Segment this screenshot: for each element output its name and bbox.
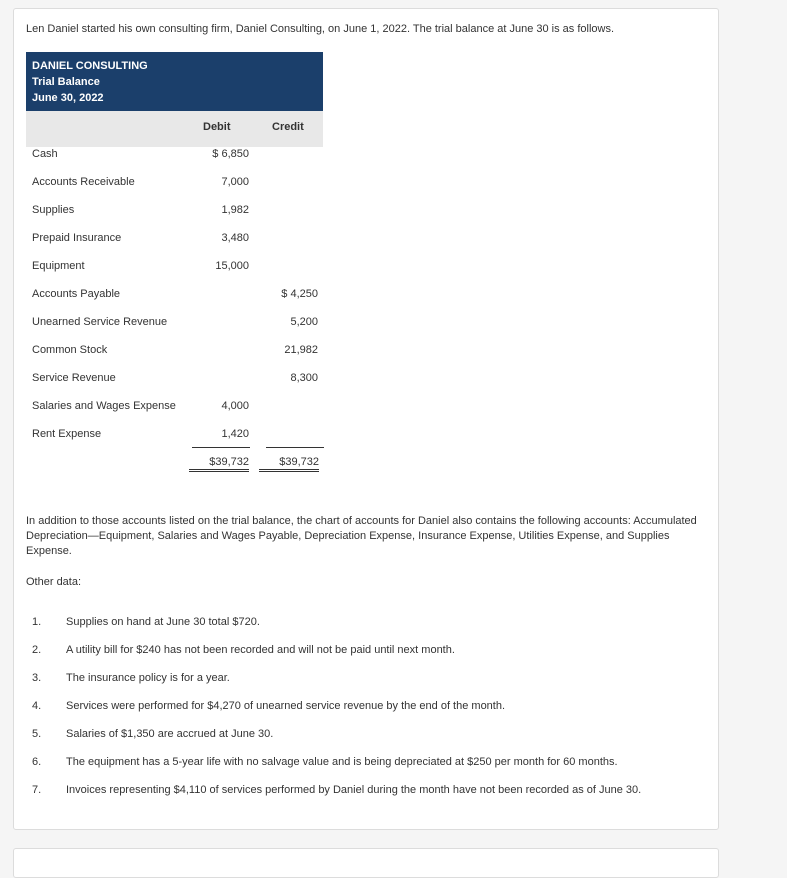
list-item-text: Salaries of $1,350 are accrued at June 30. <box>66 728 274 740</box>
next-card <box>13 848 719 878</box>
account-name: Common Stock <box>32 344 108 356</box>
account-name: Accounts Receivable <box>32 176 135 188</box>
list-item-text: The equipment has a 5-year life with no salvage value and is being depreciated at $250 per month for 60 months. <box>66 756 618 768</box>
list-item-text: A utility bill for $240 has not been recorded and will not be paid until next month. <box>66 644 455 656</box>
debit-amount <box>189 314 249 330</box>
debit-amount: 1,420 <box>221 428 249 440</box>
intro-text: Len Daniel started his own consulting firm, Daniel Consulting, on June 1, 2022. The trial balance at June 30 is as follows. <box>26 23 615 35</box>
chart-of-accounts-paragraph: In addition to those accounts listed on the trial balance, the chart of accounts for Daniel also contains the following accounts: Accumulated Depreciation—Equipment, Salaries and Wages Payable, Depreciation Expense, Insurance Expense, Utilities Expense, and Supplies Expense. <box>26 515 697 557</box>
credit-amount <box>258 230 318 246</box>
debit-amount: 4,000 <box>221 400 249 412</box>
debit-amount <box>189 342 249 358</box>
credit-amount: 8,300 <box>290 372 318 384</box>
credit-column-header: Credit <box>272 121 304 133</box>
credit-total: $39,732 <box>259 456 319 472</box>
credit-amount <box>258 202 318 218</box>
debit-amount: 3,480 <box>221 232 249 244</box>
credit-sum-line <box>266 447 324 448</box>
credit-amount <box>258 398 318 414</box>
debit-total: $39,732 <box>189 456 249 472</box>
list-item-number: 6. <box>32 756 42 768</box>
statement-date: June 30, 2022 <box>32 92 104 104</box>
trial-balance-header <box>26 52 323 111</box>
list-item-number: 5. <box>32 728 42 740</box>
debit-amount: $ 6,850 <box>212 148 249 160</box>
account-name: Rent Expense <box>32 428 102 440</box>
debit-amount: 1,982 <box>221 204 249 216</box>
account-name: Cash <box>32 148 58 160</box>
account-name: Supplies <box>32 204 75 216</box>
problem-card <box>13 8 719 830</box>
account-name: Service Revenue <box>32 372 116 384</box>
list-item-number: 1. <box>32 616 42 628</box>
list-item-number: 2. <box>32 644 42 656</box>
credit-amount <box>258 258 318 274</box>
credit-amount: 21,982 <box>284 344 318 356</box>
statement-title: Trial Balance <box>32 76 100 88</box>
account-name: Salaries and Wages Expense <box>32 400 176 412</box>
account-name: Prepaid Insurance <box>32 232 122 244</box>
debit-amount <box>189 286 249 302</box>
credit-amount: $ 4,250 <box>281 288 318 300</box>
credit-amount <box>258 426 318 442</box>
debit-amount: 7,000 <box>221 176 249 188</box>
list-item-text: Services were performed for $4,270 of unearned service revenue by the end of the month. <box>66 700 506 712</box>
list-item-text: The insurance policy is for a year. <box>66 672 230 684</box>
account-name: Equipment <box>32 260 85 272</box>
company-name: DANIEL CONSULTING <box>32 60 148 72</box>
credit-amount <box>258 146 318 162</box>
credit-amount: 5,200 <box>290 316 318 328</box>
debit-amount <box>189 370 249 386</box>
other-data-label: Other data: <box>26 576 82 588</box>
credit-amount <box>258 174 318 190</box>
account-name: Unearned Service Revenue <box>32 316 168 328</box>
list-item-text: Invoices representing $4,110 of services performed by Daniel during the month have not been recorded as of June 30. <box>66 784 642 796</box>
list-item-number: 3. <box>32 672 42 684</box>
debit-column-header: Debit <box>203 121 231 133</box>
list-item-number: 4. <box>32 700 42 712</box>
list-item-text: Supplies on hand at June 30 total $720. <box>66 616 260 628</box>
debit-sum-line <box>192 447 250 448</box>
debit-amount: 15,000 <box>215 260 249 272</box>
account-name: Accounts Payable <box>32 288 121 300</box>
list-item-number: 7. <box>32 784 42 796</box>
